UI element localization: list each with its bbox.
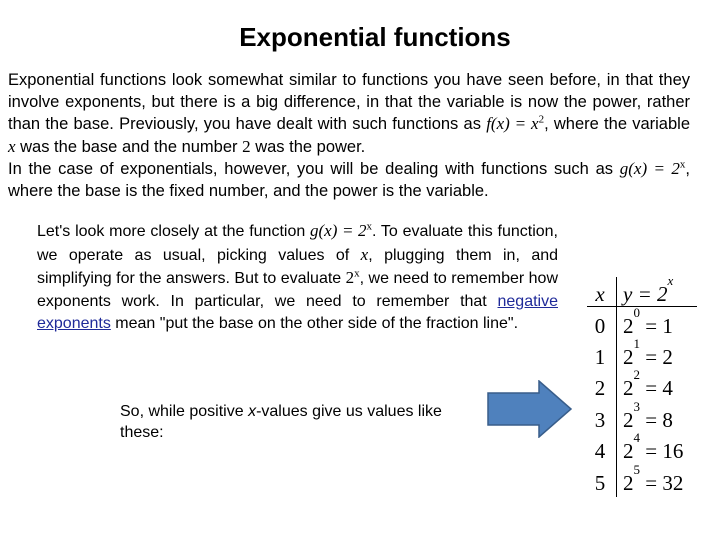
- header-y-exponent: x: [667, 273, 674, 288]
- table-cell-x: 5: [594, 471, 606, 495]
- s2-text-1: Let's look more closely at the function: [37, 223, 311, 240]
- f-exponent: 2: [538, 113, 545, 126]
- s2-text-2: . To evaluate this function, we operate as usual, picking values of: [37, 223, 558, 264]
- table-cell-x: 0: [594, 314, 606, 338]
- intro-paragraph: [8, 70, 690, 202]
- table-cell-x: 3: [594, 408, 606, 432]
- negative-exponents-link[interactable]: negative exponents: [37, 292, 558, 332]
- header-y-expr: y = 2: [623, 282, 668, 306]
- number-two: 2: [242, 136, 251, 156]
- intro-text-2: , where the variable: [544, 115, 690, 133]
- table-cell-x: 2: [594, 376, 606, 400]
- right-arrow-icon: [487, 380, 573, 438]
- arrow-shape: [488, 381, 571, 437]
- f-expr: f(x) = x: [486, 114, 539, 133]
- intro-text-5: In the case of exponentials, however, you will be dealing with functions such as: [8, 160, 620, 178]
- table-cell-x: 1: [594, 345, 606, 369]
- g-function-expression: [620, 159, 686, 178]
- s3-text-1: So, while positive: [120, 403, 249, 420]
- table-cell-y: $2^3 = 8$: [623, 399, 673, 432]
- intro-text-1: Exponential functions look somewhat similar to functions you have seen before, in that they involve exponents, but there is a big difference, in that the variable is now the power, rather than the base. Previously, you have dealt with such functions as: [8, 71, 690, 133]
- values-table: [585, 272, 700, 497]
- s3-text-2: -values give us values like these:: [120, 403, 442, 441]
- positive-values-paragraph: [120, 401, 465, 443]
- evaluate-paragraph: [37, 220, 558, 336]
- g-expr-2: g(x) = 2: [310, 221, 367, 240]
- two-to-x: [346, 268, 360, 287]
- page-title: Exponential functions: [239, 22, 511, 52]
- variable-x: x: [8, 136, 16, 156]
- intro-text-3: was the base and the number: [15, 137, 243, 156]
- table-header-x: x: [595, 282, 605, 306]
- intro-text-4: was the power.: [250, 137, 366, 156]
- variable-x-2: x: [360, 244, 369, 264]
- f-function-expression: [486, 114, 544, 133]
- exponent-x: x: [354, 267, 360, 280]
- g-exponent-2: x: [366, 220, 372, 233]
- s2-text-3: , plugging them in, and simplifying for the answers. But to evaluate: [37, 246, 559, 287]
- g-exponent: x: [679, 158, 686, 171]
- table-cell-y: $2^2 = 4$: [623, 367, 673, 400]
- base-two: 2: [345, 268, 355, 287]
- intro-text-6: , where the base is the fixed number, and the power is the variable.: [8, 160, 691, 200]
- table-cell-y: $2^4 = 16$: [623, 430, 684, 463]
- table-vertical-divider: [616, 277, 617, 497]
- table-cell-y: $2^0 = 1$: [623, 305, 673, 338]
- g-function-expression-2: [310, 221, 372, 240]
- g-expr: g(x) = 2: [619, 159, 680, 178]
- s2-text-4: , we need to remember how exponents work. In particular, we need to remember that: [37, 270, 558, 310]
- table-cell-y: $2^5 = 32$: [623, 462, 684, 495]
- s2-text-5: mean "put the base on the other side of the fraction line".: [110, 315, 519, 332]
- variable-x-3: x: [248, 403, 257, 420]
- table-cell-y: $2^1 = 2$: [623, 336, 673, 369]
- table-header-y: [623, 273, 674, 307]
- table-cell-x: 4: [594, 439, 606, 463]
